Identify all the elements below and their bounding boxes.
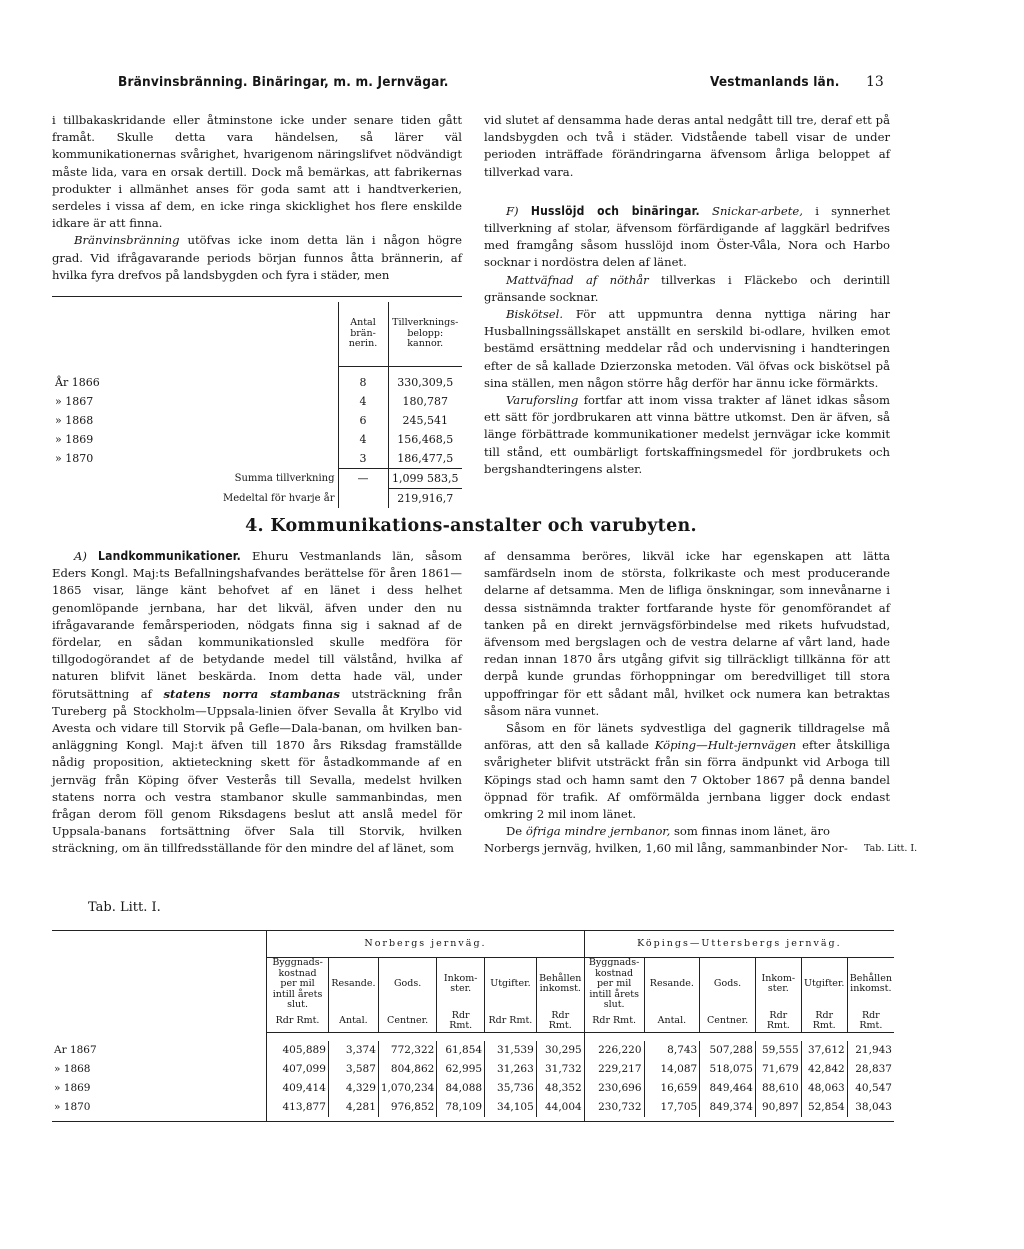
left-column-top [52, 112, 462, 284]
brannvin-text: utöfvas icke inom detta län i någon högre grad. Vid ifrågavarande periods början funnos åtta brännerin, af hvilka fyra drefvos på landsbygden och fyra i städer, men [52, 233, 462, 282]
table-row: » 1868 407,099 3,587 804,862 62,995 31,263 31,732 229,217 14,087 518,075 71,679 42,842 28,837 [52, 1060, 894, 1079]
distillery-table-header [52, 302, 462, 367]
paragraph-distillery-end: vid slutet af densamma hade deras antal nedgått till tre, deraf ett på landsbygden och två i städer. Vidstående tabell visar de under perioden inträffade förändringarna äfvensom årliga beloppet af tillverkad vara. [484, 113, 890, 179]
land-heading: Landkommunikationer. [98, 549, 241, 563]
table-row: » 1867 4 180,787 [52, 392, 462, 411]
table-row: Ar 1867 405,889 3,374 772,322 61,854 31,539 30,295 226,220 8,743 507,288 59,555 37,612 21,943 [52, 1041, 894, 1060]
railway-table [52, 930, 894, 1122]
paragraph-landkommunikationer: A) Landkommunikationer. Ehuru Vestmanlands län, såsom Eders Kongl. Maj:ts Befallningshafvandes berättelse för åren 1861—1865 visar, länge känt behofvet af en länet i dess helhet genomlöpande jernbana, har det likväl, äfven under den nu ifrågavarande femårsperioden, nödgats finna sig i saknad af de fördelar, en sådan kommunikationsled skulle medföra för tillgodogörandet af de betydande medel till välstånd, hvilka af naturen blifvit länet beskärda. Inom detta hade väl, under förutsättning af statens norra stambanas utsträckning från Tureberg på Stockholm—Uppsala-linien öfver Sevalla åt Krylbo vid Avesta och vidare till Storvik på Gefle—Dala-banan, om hvilken ban-anläggning Kongl. Maj:t äfven till 1870 års Riksdag framställde nådig proposition, aktieteckning skett för åstadkommande af en jernväg från Köping öfver Vesterås till Sevalla, medelst hvilken statens norra och vestra stambanor skulle sammanbindas, men frågan derom föll genom Riksdagens beslut att anslå medel för Uppsala-banans fortsättning öfver Sala till Storvik, hvilken sträckning, om än tillfredsställande för den mindre del af länet, som [52, 549, 462, 856]
margin-note: Tab. Litt. I. [864, 843, 918, 854]
right-column-top [484, 112, 890, 478]
paragraph-norbergs: Norbergs jernväg, hvilken, 1,60 mil lång, sammanbinder Nor- [484, 841, 848, 856]
paragraph-koping-hult: Såsom en för länets sydvestliga del gagnerik tilldragelse må anföras, att den så kallade Köping—Hult-jernvägen efter åtskilliga svårigheter blifvit utsträckt från sin förra ändpunkt vid Arboga till Köpings stad och hamn samt den 7 Oktober 1867 på denna bandel öppnad för trafik. Af omförmälda jernbana ligger dock endast omkring 2 mil inom länet. [484, 721, 891, 822]
paragraph-biskotsel: Biskötsel. För att uppmuntra denna nyttiga näring har Husballningssällskapet anställt en serskild bi-odlare, hvilken emot bestämd ersättning meddelar råd och undervisning i handteringen efter de så kallade Dzierzonska metoden. Väl öfvas ock biskötsel på sina ställen, men någon större håg derför har ännu icke förmärkts. [484, 307, 890, 390]
table-row: År 1866 8 330,309,5 [52, 373, 462, 392]
paragraph-husslojd: F) Husslöjd och binäringar. Snickar-arbete, i synnerhet tillverkning af stolar, äfvensom förfärdigande af laggkärl bedrifves med framgång såsom husslöjd inom Öster-Våla, Nora och Harbo socknar i nordöstra delen af länet. [484, 203, 891, 270]
page-number: 13 [866, 74, 884, 90]
table-row: » 1869 4 156,468,5 [52, 430, 462, 449]
medeltal-row: Medeltal för hvarje år 219,916,7 [52, 489, 462, 509]
paragraph-mattvafnad: Mattväfnad af nöthår tillverkas i Fläckebo och derintill gränsande socknar. [484, 272, 890, 304]
table-row: » 1870 3 186,477,5 [52, 449, 462, 469]
railway-group-header [52, 931, 894, 958]
table-row: » 1869 409,414 4,329 1,070,234 84,088 35,736 48,352 230,696 16,659 849,464 88,610 48,063 40,547 [52, 1079, 894, 1098]
paragraph-industries: i tillbakaskridande eller åtminstone icke under senare tiden gått framåt. Skulle detta vara händelsen, så lärer väl kommunikationernas svårighet, hvarigenom näringslifvet nödvändigt måste lida, vara en orsak dertill. Dock må bemärkas, att fabrikernas produkter i allmänhet anses för goda samt att i handtverkerien, serdeles i vissa af dem, en icke ringa skicklighet hos flere enskilde idkare är att finna. [52, 113, 462, 231]
distillery-table [52, 302, 462, 508]
husslojd-heading: Husslöjd och binäringar. [530, 203, 700, 218]
paragraph-varuforsling: Varuforsling fortfar att inom vissa trakter af länet idkas såsom ett sätt för jordbrukaren att vinna bättre utkomst. Den är äfven, så länge förbättrade kommunikationer medelst jernvägar icke kommit till stånd, ett oumbärligt fortskaffningsmedel för jordbrukets och bergshandteringens alster. [484, 393, 890, 476]
right-column-bottom [484, 548, 890, 858]
section-heading: 4. Kommunikations-anstalter och varubyten. [245, 516, 697, 536]
left-column-bottom [52, 548, 462, 858]
col-belopp-header: Tillverknings-belopp: kannor. [388, 302, 462, 367]
col-antal-header: Antal brän-nerin. [338, 302, 388, 367]
paragraph-ovriga: De öfriga mindre jernbanor, som finnas inom länet, äro [506, 824, 831, 839]
running-header-right: Vestmanlands län. [710, 74, 840, 90]
distillery-table-rule-top [52, 296, 462, 297]
paragraph-railway-wishes: af densamma beröres, likväl icke har egenskapen att lätta samfärdseln inom de största, folkrikaste och mest producerande delarne af detsamma. Men de lifliga önskningar, som innevånarne i dessa sistnämnda trakter fortfarande hyste för genomförandet af tanken på en direkt jernvägsförbindelse med rikets hufvudstad, äfvensom med bergslagen och de vestra delarne af vårt land, hade redan innan 1870 års utgång gifvit sig tillräckligt tillkänna för att derpå kunde grundas förhoppningar om beredvilliget till stora uppoffringar för ett sådant mål, hvilket ock numera kan betraktas såsom nära vunnet. [484, 549, 890, 718]
running-header-left: Bränvinsbränning. Binäringar, m. m. Jernvägar. [118, 74, 449, 90]
paragraph-brannvin [52, 232, 462, 284]
table-caption: Tab. Litt. I. [88, 900, 161, 915]
railway-units: Rdr Rmt. Antal. Centner. Rdr Rmt. Rdr Rmt. Rdr Rmt. Rdr Rmt. Antal. Centner. Rdr Rmt. Rdr Rmt. Rdr Rmt. [52, 1011, 894, 1033]
summa-row: Summa tillverkning — 1,099 583,5 [52, 469, 462, 489]
group-norbergs: Norbergs jernväg. [267, 931, 585, 958]
group-koping-uttersberg: Köpings—Uttersbergs jernväg. [584, 931, 894, 958]
railway-column-headers: Byggnads-kostnad per mil intill årets slut. Resande. Gods. Inkom-ster. Utgifter. Behållen inkomst. Byggnads-kostnad per mil intill årets slut. Resande. Gods. Inkom-ster. Utgifter. Behållen inkomst. [52, 958, 894, 1011]
brannvin-lead: Bränvinsbränning [74, 233, 180, 248]
table-row: » 1870 413,877 4,281 976,852 78,109 34,105 44,004 230,732 17,705 849,374 90,897 52,854 38,043 [52, 1098, 894, 1117]
table-row: » 1868 6 245,541 [52, 411, 462, 430]
